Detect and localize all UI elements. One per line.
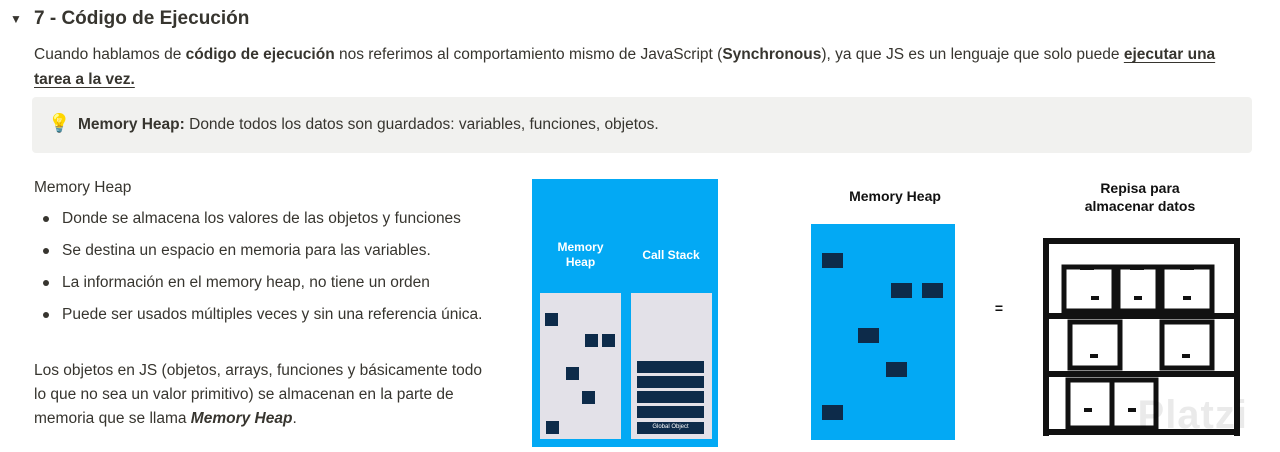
heap-block (545, 313, 558, 326)
heap-block (822, 253, 843, 268)
list-item: La información en el memory heap, no tiene un orden (34, 271, 494, 295)
bold-codigo: código de ejecución (185, 46, 335, 63)
equals-sign: = (994, 300, 1004, 316)
callout-text: Memory Heap: Donde todos los datos son guardados: variables, funciones, objetos. (78, 116, 659, 133)
heap-block (585, 334, 598, 347)
heap-block (891, 283, 912, 298)
stack-frame (637, 361, 704, 373)
section-heading: 7 - Código de Ejecución (34, 8, 250, 29)
diagram1-graphic (532, 179, 718, 447)
stack-frame (637, 391, 704, 403)
lightbulb-icon: 💡 (48, 113, 71, 133)
memory-heap-body: Los objetos en JS (objetos, arrays, funciones y básicamente todo lo que no sea un valor primitivo) se almacenan en la parte de memoria que se llama Memory Heap. (34, 362, 483, 427)
heap-block (822, 405, 843, 420)
heap-block (858, 328, 879, 343)
stack-frame (637, 376, 704, 388)
heap-block (602, 334, 615, 347)
memory-heap-call-stack-diagram (532, 179, 718, 447)
list-item: Donde se almacena los valores de las objetos y funciones (34, 207, 494, 231)
drawer-handles (1080, 265, 1194, 412)
list-item: Puede ser usados múltiples veces y sin una referencia única. (34, 303, 494, 327)
callout-box (32, 97, 1252, 153)
heap-block (566, 367, 579, 380)
underlined-phrase: ejecutar una tarea a la vez. (34, 46, 1216, 88)
platzi-watermark: Platzi (1137, 393, 1248, 437)
memory-heap-title: Memory Heap (34, 179, 132, 196)
diagram1-memory-heap-label: Memory Heap (557, 240, 604, 269)
bold-synchronous: Synchronous (722, 46, 822, 63)
heap-block (582, 391, 595, 404)
memory-heap-shelf-diagram (800, 174, 1252, 444)
diagram1-call-stack-label: Call Stack (642, 248, 700, 262)
diagram2-memory-heap-label: Memory Heap (849, 188, 941, 204)
toggle-arrow-icon[interactable]: ▼ (10, 12, 22, 26)
heap-block (886, 362, 907, 377)
intro-paragraph: Cuando hablamos de código de ejecución nos referimos al comportamiento mismo de JavaScript (Synchronous), ya que JS es un lenguaje que solo puede ejecutar una tarea a la vez. (34, 46, 1216, 88)
stack-frame (637, 406, 704, 418)
global-object-label: Global Object (652, 424, 689, 430)
diagram2-shelf-label: Repisa para almacenar datos (1084, 180, 1196, 214)
list-item: Se destina un espacio en memoria para las variables. (34, 239, 494, 263)
heap-block (922, 283, 943, 298)
memory-heap-list (34, 207, 494, 335)
heap-block (546, 421, 559, 434)
